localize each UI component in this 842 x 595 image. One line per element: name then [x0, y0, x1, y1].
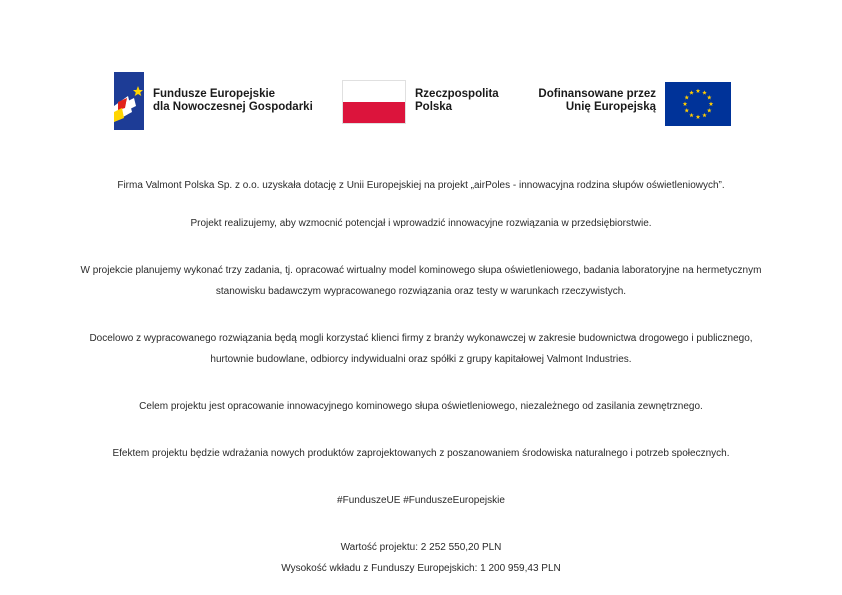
paragraph-project-purpose: Projekt realizujemy, aby wzmocnić potencjał i wprowadzić innowacyjne rozwiązania w przedsiębiorstwie.: [190, 218, 652, 229]
paragraph-project-effect: Efektem projektu będzie wdrażania nowych produktów zaprojektowanych z poszanowaniem środowiska naturalnego i potrzeb społecznych.: [112, 448, 730, 459]
paragraph-project-goal: Celem projektu jest opracowanie innowacyjnego kominowego słupa oświetleniowego, niezależnego od zasilania zewnętrznego.: [139, 401, 703, 412]
paragraph-grant-intro: Firma Valmont Polska Sp. z o.o. uzyskała dotację z Unii Europejskiej na projekt „airPoles - innowacyjna rodzina słupów oświetleniowych”.: [117, 180, 725, 191]
fe-logo-line2: dla Nowoczesnej Gospodarki: [153, 101, 313, 113]
eu-logo-line2: Unię Europejską: [565, 101, 656, 113]
fundusze-europejskie-logo: [112, 72, 322, 130]
project-value: Wartość projektu: 2 252 550,20 PLN: [340, 542, 502, 553]
fundusze-europejskie-emblem-icon: [112, 72, 146, 130]
paragraph-target-users-line2: hurtownie budowlane, odbiorcy indywidualni oraz spółki z grupy kapitałowej Valmont Industries.: [210, 354, 632, 365]
pl-logo-line2: Polska: [415, 101, 453, 113]
eu-logo-line1: Dofinansowane przez: [538, 88, 656, 100]
eu-contribution: Wysokość wkładu z Funduszy Europejskich: 1 200 959,43 PLN: [281, 563, 561, 574]
paragraph-tasks-line2: stanowisku badawczym wypracowanego rozwiązania oraz testy w warunkach rzeczywistych.: [215, 286, 627, 297]
announcement-text: [30, 175, 812, 579]
eu-flag-icon: [665, 82, 731, 126]
funding-logos-bar: [112, 72, 732, 130]
fe-logo-line1: Fundusze Europejskie: [153, 88, 276, 100]
polish-flag-icon: [342, 80, 406, 124]
hashtags: #FunduszeUE #FunduszeEuropejskie: [337, 495, 505, 506]
paragraph-target-users-line1: Docelowo z wypracowanego rozwiązania będą mogli korzystać klienci firmy z branży wykonawczej w zakresie budownictwa drogowego i publicznego,: [89, 333, 753, 344]
eu-cofinanced-logo: [526, 72, 736, 130]
pl-logo-line1: Rzeczpospolita: [415, 88, 499, 100]
paragraph-tasks-line1: W projekcie planujemy wykonać trzy zadania, tj. opracować wirtualny model kominowego słupa oświetleniowego, badania laboratoryjne na hermetycznym: [80, 265, 762, 276]
rzeczpospolita-polska-logo: [342, 72, 517, 130]
